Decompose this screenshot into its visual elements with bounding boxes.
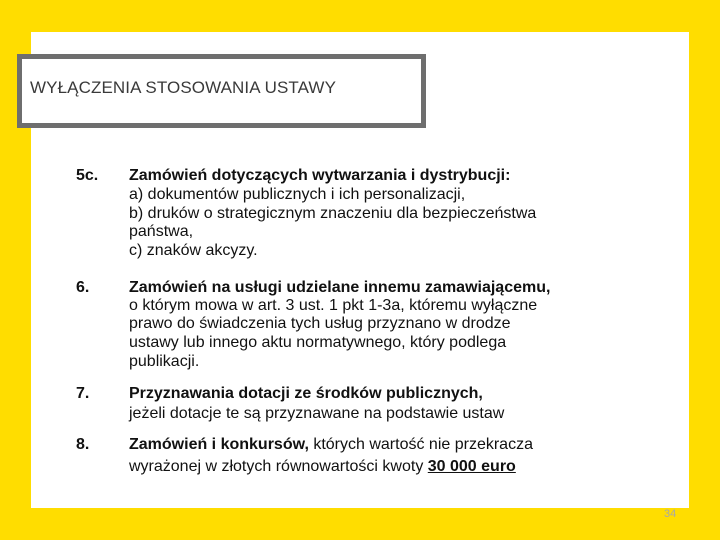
item-number: 6.: [76, 279, 90, 296]
item-heading: [129, 436, 689, 454]
item-heading: Zamówień na usługi udzielane innemu zamawiającemu,: [129, 279, 551, 296]
item-number: 5c.: [76, 167, 99, 184]
item-line-text: wyrażonej w złotych równowartości kwoty: [129, 458, 428, 475]
item-line: a) dokumentów publicznych i ich personalizacji,: [129, 186, 466, 203]
item-number: 8.: [76, 436, 90, 453]
item-line: prawo do świadczenia tych usług przyznano w drodze: [129, 315, 511, 332]
item-heading-rest: których wartość nie przekracza: [308, 436, 533, 453]
item-number: 7.: [76, 385, 90, 402]
item-line: b) druków o strategicznym znaczeniu dla bezpieczeństwa: [129, 205, 537, 222]
item-line: ustawy lub innego aktu normatywnego, który podlega: [129, 334, 507, 351]
item-heading-bold: Zamówień i konkursów,: [129, 436, 309, 453]
page-number: 34: [664, 508, 677, 520]
item-line: [129, 458, 516, 476]
item-line: o którym mowa w art. 3 ust. 1 pkt 1-3a, któremu wyłączne: [129, 297, 538, 314]
item-line: publikacji.: [129, 353, 200, 370]
item-heading: Zamówień dotyczących wytwarzania i dystrybucji:: [129, 167, 511, 184]
item-heading: Przyznawania dotacji ze środków publicznych,: [129, 385, 483, 402]
item-line: państwa,: [129, 223, 194, 240]
item-line: c) znaków akcyzy.: [129, 242, 258, 259]
item-line: jeżeli dotacje te są przyznawane na podstawie ustaw: [129, 405, 505, 422]
page-title: WYŁĄCZENIA STOSOWANIA USTAWY: [30, 78, 337, 97]
amount-value: 30 000 euro: [427, 458, 516, 475]
